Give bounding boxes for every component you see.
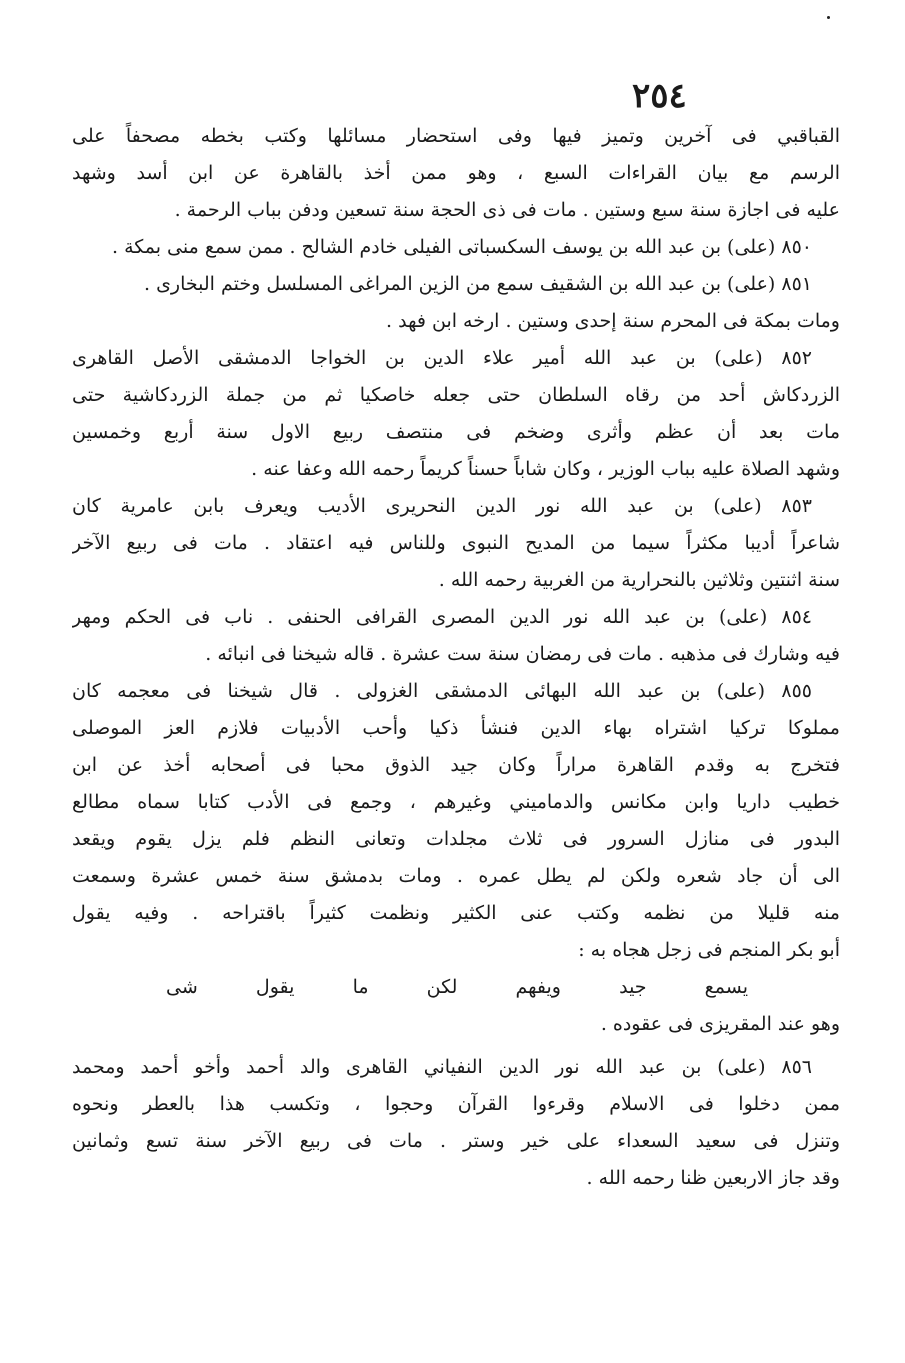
text-line: ٨٥٤ (على) بن عبد الله نور الدين المصرى القرافى الحنفى . ناب فى الحكم ومهر [72,606,812,628]
text-line: ٨٥٣ (على) بن عبد الله نور الدين النحريرى الأديب ويعرف بابن عامرية كان [72,495,812,517]
text-line: عليه فى اجازة سنة سبع وستين . مات فى ذى الحجة سنة تسعين ودفن بباب الرحمة . [174,199,840,221]
text-line: الرسم مع بيان القراءات السبع ، وهو ممن أخذ بالقاهرة عن ابن أسد وشهد [72,162,840,184]
text-block-main [72,118,840,969]
text-line: شاعراً أديبا مكثراً سيما من المديح النبوى وللناس فيه اعتقاد . مات فى ربيع الآخر [72,532,840,554]
text-line: مملوكا تركيا اشتراه بهاء الدين فنشأ ذكيا وأحب الأدبيات فلازم العز الموصلى [72,717,840,739]
text-line: القباقبي فى آخرين وتميز فيها وفى استحضار مسائلها وكتب بخطه مصحفاً على [72,125,840,147]
text-line: ممن دخلوا فى الاسلام وقرءوا القرآن وحجوا ، وتكسب هذا بالعطر ونحوه [72,1093,840,1115]
text-line: الزردكاش أحد من رقاه السلطان حتى جعله خاصكيا ثم من جملة الزردكاشية حتى [72,384,840,406]
verse-line [72,969,840,1006]
text-block-entry-856 [72,1049,840,1197]
text-line: فيه وشارك فى مذهبه . مات فى رمضان سنة ست عشرة . قاله شيخنا فى انبائه . [205,643,840,665]
text-line: سنة اثنتين وثلاثين بالنحرارية من الغربية رحمه الله . [438,569,840,591]
text-line: البدور فى منازل السرور فى ثلاث مجلدات وتعانى النظم فلم يزل يقوم ويقعد [72,828,840,850]
page-number: ٢٥٤ [632,76,687,116]
text-line: ٨٥٦ (على) بن عبد الله نور الدين النفياني القاهرى والد أحمد وأخو أحمد ومحمد [72,1056,812,1078]
text-line: ٨٥١ (على) بن عبد الله بن الشقيف سمع من الزين المراغى المسلسل وختم البخارى . [143,273,812,295]
text-line: خطيب داريا وابن مكانس والدماميني وغيرهم ، وجمع فى الأدب كتابا سماه مطالع [72,791,840,813]
verse-word: جيد [619,976,647,998]
verse-word: شى [166,976,198,998]
text-line: وتنزل فى سعيد السعداء على خير وستر . مات فى ربيع الآخر سنة تسع وثمانين [72,1130,840,1152]
text-line: أبو بكر المنجم فى زجل هجاه به : [578,939,840,961]
text-line: ومات بمكة فى المحرم سنة إحدى وستين . ارخه ابن فهد . [386,310,840,332]
text-line: وهو عند المقريزى فى عقوده . [600,1013,840,1035]
ink-dot [827,16,830,19]
verse-word: ويفهم [515,976,561,998]
text-line: ٨٥٠ (على) بن عبد الله بن يوسف السكسباتى الفيلى خادم الشالح . ممن سمع منى بمكة . [111,236,812,258]
text-line: مات بعد أن عظم وأثرى وضخم فى منتصف ربيع الاول سنة أربع وخمسين [72,421,840,443]
text-line: فتخرج به وقدم القاهرة مراراً وكان جيد الذوق محبا فى أصحابه أخذ عن ابن [72,754,840,776]
verse-word: يسمع [704,976,748,998]
text-line: وقد جاز الاربعين ظنا رحمه الله . [586,1167,840,1189]
verse-word: لكن [426,976,458,998]
verse-word: يقول [255,976,295,998]
page-text [72,118,840,1197]
text-line: وشهد الصلاة عليه بباب الوزير ، وكان شاباً حسناً كريماً رحمه الله وعفا عنه . [251,458,840,480]
text-line: ٨٥٥ (على) بن عبد الله البهائى الدمشقى الغزولى . قال شيخنا فى معجمه كان [72,680,812,702]
text-line: منه قليلا من نظمه وكتب عنى الكثير ونظمت كثيراً باقتراحه . وفيه يقول [72,902,840,924]
verse-word: ما [352,976,369,998]
text-line: الى أن جاد شعره ولكن لم يطل عمره . ومات بدمشق سنة خمس عشرة وسمعت [72,865,840,887]
text-line: ٨٥٢ (على) بن عبد الله أمير علاء الدين بن الخواجا الدمشقى الأصل القاهرى [72,347,812,369]
text-block-after-verse [72,1006,840,1043]
